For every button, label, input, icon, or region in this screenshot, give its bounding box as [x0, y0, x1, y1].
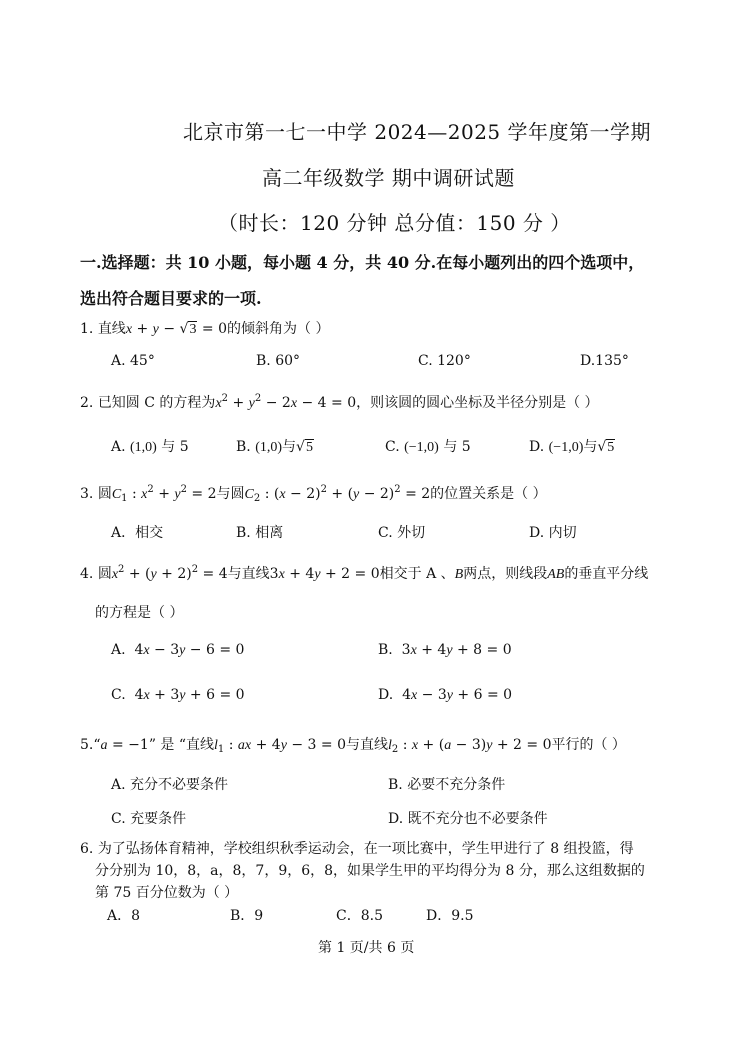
option-c: C. 充要条件: [111, 811, 187, 827]
option-b: B. (1,0)与√5: [236, 439, 313, 455]
question-text: 直线: [97, 321, 126, 337]
question-2: 2. 已知圆 C 的方程为$x^2 + y^2 - 2x - 4 = 0$，则该圆的圆心坐标及半径分别是（ ）: [80, 393, 599, 411]
option-b: B. 必要不充分条件: [388, 777, 506, 793]
option-d: D.135°: [580, 353, 629, 369]
option-a: A. (1,0) 与 5: [111, 439, 189, 455]
option-c: C. (−1,0) 与 5: [385, 439, 471, 455]
question-6: 6. 为了弘扬体育精神，学校组织秋季运动会，在一项比赛中，学生甲进行了 8 组投篮，得: [80, 841, 634, 857]
question-5: 5.“a = −1” 是 “直线$l_1$ : ax + 4y − 3 = 0与直线$l_2$ : x + (a − 3)y + 2 = 0平行的（ ）: [80, 737, 626, 755]
option-b: B. 60°: [256, 353, 301, 369]
question-6-line3: 第 75 百分位数为（ ）: [95, 885, 239, 901]
question-1: 1. 直线x + y − √3 = 0的倾斜角为（ ）: [80, 321, 330, 337]
option-c: C. 120°: [418, 353, 471, 369]
option-c: C．8.5: [336, 908, 383, 924]
question-4: 4. 圆$x^2 + (y + 2)^2 = 4$与直线3x + 4y + 2 = 0相交于 A 、B两点，则线段AB的垂直平分线: [80, 564, 649, 582]
question-text: 的倾斜角为（ ）: [227, 321, 330, 337]
option-d: D. 既不充分也不必要条件: [388, 811, 548, 827]
option-d: D. 内切: [529, 525, 577, 541]
option-b: B. 3x + 4y + 8 = 0: [378, 642, 512, 658]
section-heading-line2: 选出符合题目要求的一项.: [80, 289, 262, 308]
question-4-line2: 的方程是（ ）: [95, 605, 184, 621]
exam-title: 高二年级数学 期中调研试题: [262, 166, 515, 190]
option-d: D．9.5: [426, 908, 474, 924]
option-d: D. 4x − 3y + 6 = 0: [378, 687, 513, 703]
option-b: B．9: [230, 908, 264, 924]
duration-info: （时长：120 分钟 总分值：150 分 ）: [218, 211, 571, 235]
option-c: C. 外切: [378, 525, 426, 541]
option-a: A．相交: [111, 525, 164, 541]
option-a: A. 45°: [111, 353, 155, 369]
school-title: 北京市第一七一中学 2024—2025 学年度第一学期: [183, 120, 652, 144]
option-a: A．8: [107, 908, 141, 924]
equation: x: [125, 322, 133, 337]
option-c: C. 4x + 3y + 6 = 0: [111, 687, 245, 703]
option-a: A. 充分不必要条件: [111, 777, 229, 793]
question-6-line2: 分分别为 10，8，a，8，7，9，6，8，如果学生甲的平均得分为 8 分，那么这组数据的: [95, 863, 645, 879]
question-3: 3. 圆$C_1$ : $x^2 + y^2 = 2$与圆$C_2$ : $(x - 2)^2 + (y - 2)^2 = 2$的位置关系是（ ）: [80, 484, 547, 504]
option-b: B. 相离: [236, 525, 284, 541]
page-footer: 第 1 页/共 6 页: [318, 940, 415, 956]
option-a: A. 4x − 3y − 6 = 0: [111, 642, 245, 658]
section-heading-line1: 一.选择题：共 10 小题，每小题 4 分，共 40 分.在每小题列出的四个选项中，: [80, 253, 645, 272]
question-number: 1.: [80, 321, 94, 337]
option-d: D. (−1,0)与√5: [529, 439, 615, 455]
